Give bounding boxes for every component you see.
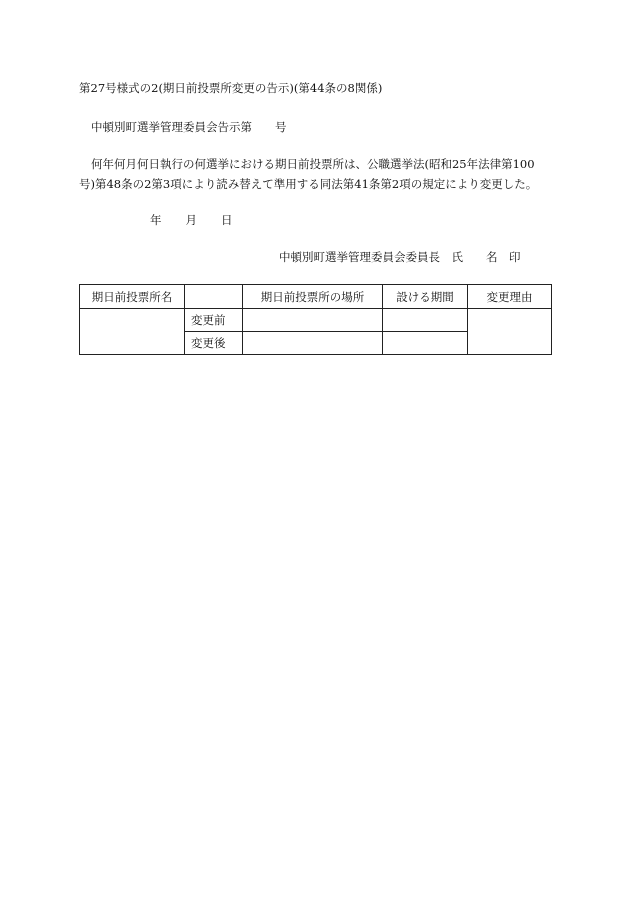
notice-body-line-2: 号)第48条の2第3項により読み替えて準用する同法第41条第2項の規定により変更した。	[79, 177, 538, 191]
table-header-row	[80, 285, 552, 309]
header-polling-place-location: 期日前投票所の場所	[243, 285, 383, 309]
date-year: 年	[150, 213, 162, 227]
table-row-before	[80, 309, 552, 332]
row-label-after: 変更後	[185, 332, 243, 355]
cell-polling-place-name	[80, 309, 185, 355]
notice-heading: 中頓別町選挙管理委員会告示第 号	[91, 120, 287, 134]
date-day: 日	[221, 213, 233, 227]
header-blank	[185, 285, 243, 309]
header-change-reason: 変更理由	[468, 285, 552, 309]
date-month: 月	[185, 213, 197, 227]
form-title: 第27号様式の2(期日前投票所変更の告示)(第44条の8関係)	[79, 81, 383, 95]
notice-body-line-1: 何年何月何日執行の何選挙における期日前投票所は、公職選挙法(昭和25年法律第100	[91, 157, 535, 171]
cell-period-before	[383, 309, 468, 332]
cell-period-after	[383, 332, 468, 355]
header-polling-place-name: 期日前投票所名	[80, 285, 185, 309]
signature-line: 中頓別町選挙管理委員会委員長 氏 名 印	[279, 250, 521, 264]
cell-change-reason	[468, 309, 552, 355]
early-voting-change-table	[79, 284, 552, 355]
cell-location-after	[243, 332, 383, 355]
row-label-before: 変更前	[185, 309, 243, 332]
header-period: 設ける期間	[383, 285, 468, 309]
cell-location-before	[243, 309, 383, 332]
date-line	[150, 213, 233, 227]
